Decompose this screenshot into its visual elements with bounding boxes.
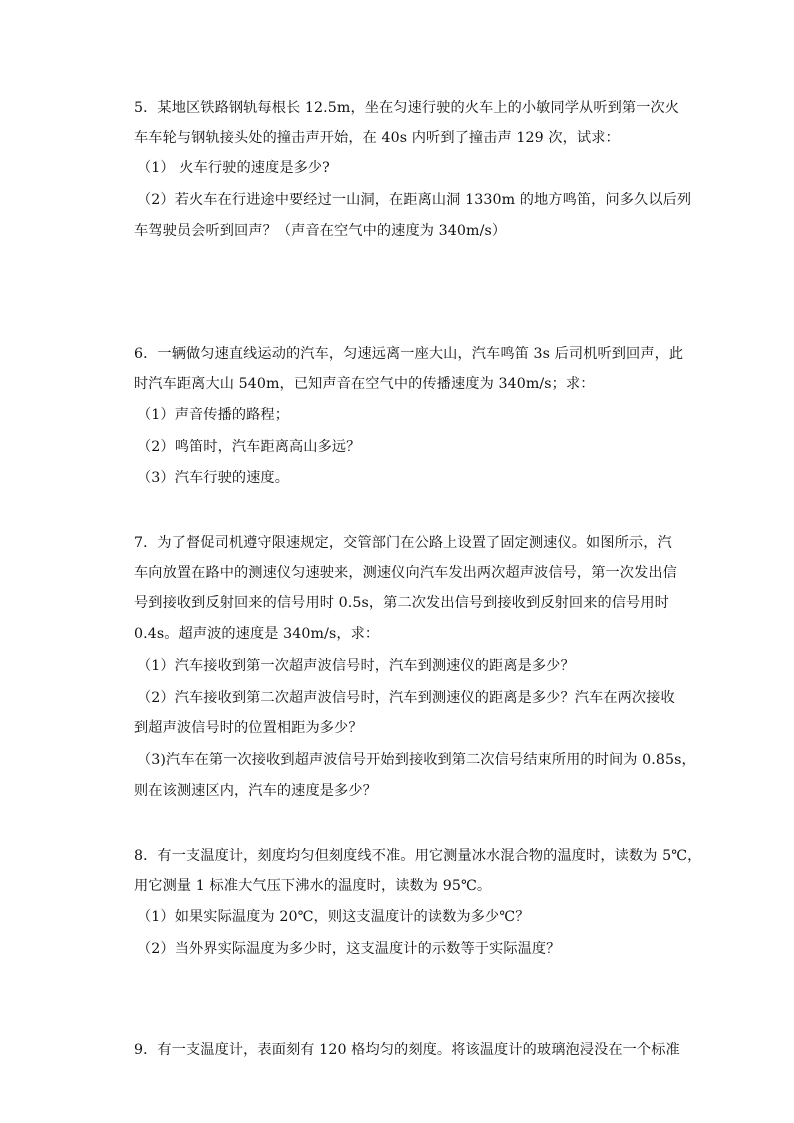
q5-line-2: 车车轮与钢轨接头处的撞击声开始，在 40s 内听到了撞击声 129 次，试求： — [134, 130, 620, 146]
q7-line-1: 7．为了督促司机遵守限速规定，交管部门在公路上设置了固定测速仪。如图所示，汽 — [134, 535, 672, 551]
q9-line-1: 9．有一支温度计，表面刻有 120 格均匀的刻度。将该温度计的玻璃泡浸没在一个标准 — [134, 1042, 680, 1058]
q7-line-6: （2）汽车接收到第二次超声波信号时，汽车到测速仪的距离是多少？汽车在两次接收 — [137, 690, 675, 706]
q7-line-8: （3)汽车在第一次接收到超声波信号开始到接收到第二次信号结束所用的时间为 0.85s， — [137, 752, 696, 768]
q5-line-5: 车驾驶员会听到回声？（声音在空气中的速度为 340m/s） — [134, 223, 507, 239]
q7-line-3: 号到接收到反射回来的信号用时 0.5s，第二次发出信号到接收到反射回来的信号用时 — [134, 595, 669, 611]
q5-line-4: （2）若火车在行进途中要经过一山洞，在距离山洞 1330m 的地方鸣笛，问多久以后列 — [137, 192, 692, 208]
q8-line-4: （2）当外界实际温度为多少时，这支温度计的示数等于实际温度？ — [137, 941, 561, 957]
q6-line-5: （3）汽车行驶的速度。 — [137, 470, 290, 486]
q6-line-3: （1）声音传播的路程； — [137, 407, 290, 423]
q8-line-2: 用它测量 1 标准大气压下沸水的温度时，读数为 95℃。 — [134, 878, 492, 894]
q8-line-3: （1）如果实际温度为 20℃，则这支温度计的读数为多少℃？ — [137, 909, 530, 925]
q8-line-1: 8．有一支温度计，刻度均匀但刻度线不准。用它测量冰水混合物的温度时，读数为 5℃， — [134, 848, 702, 864]
q6-line-1: 6．一辆做匀速直线运动的汽车，匀速远离一座大山，汽车鸣笛 3s 后司机听到回声，此 — [134, 346, 684, 362]
q5-line-1: 5．某地区铁路钢轨每根长 12.5m，坐在匀速行驶的火车上的小敏同学从听到第一次火 — [134, 100, 680, 116]
q6-line-2: 时汽车距离大山 540m，已知声音在空气中的传播速度为 340m/s；求： — [134, 376, 595, 392]
q7-line-4: 0.4s。超声波的速度是 340m/s，求： — [134, 626, 380, 642]
q5-line-3: （1） 火车行驶的速度是多少? — [137, 160, 330, 176]
q7-line-5: （1）汽车接收到第一次超声波信号时，汽车到测速仪的距离是多少？ — [137, 658, 575, 674]
q7-line-7: 到超声波信号时的位置相距为多少？ — [134, 720, 363, 736]
q6-line-4: （2）鸣笛时，汽车距离高山多远？ — [137, 439, 361, 455]
q7-line-2: 车向放置在路中的测速仪匀速驶来，测速仪向汽车发出两次超声波信号，第一次发出信 — [134, 565, 677, 581]
q7-line-9: 则在该测速区内，汽车的速度是多少？ — [134, 783, 377, 799]
